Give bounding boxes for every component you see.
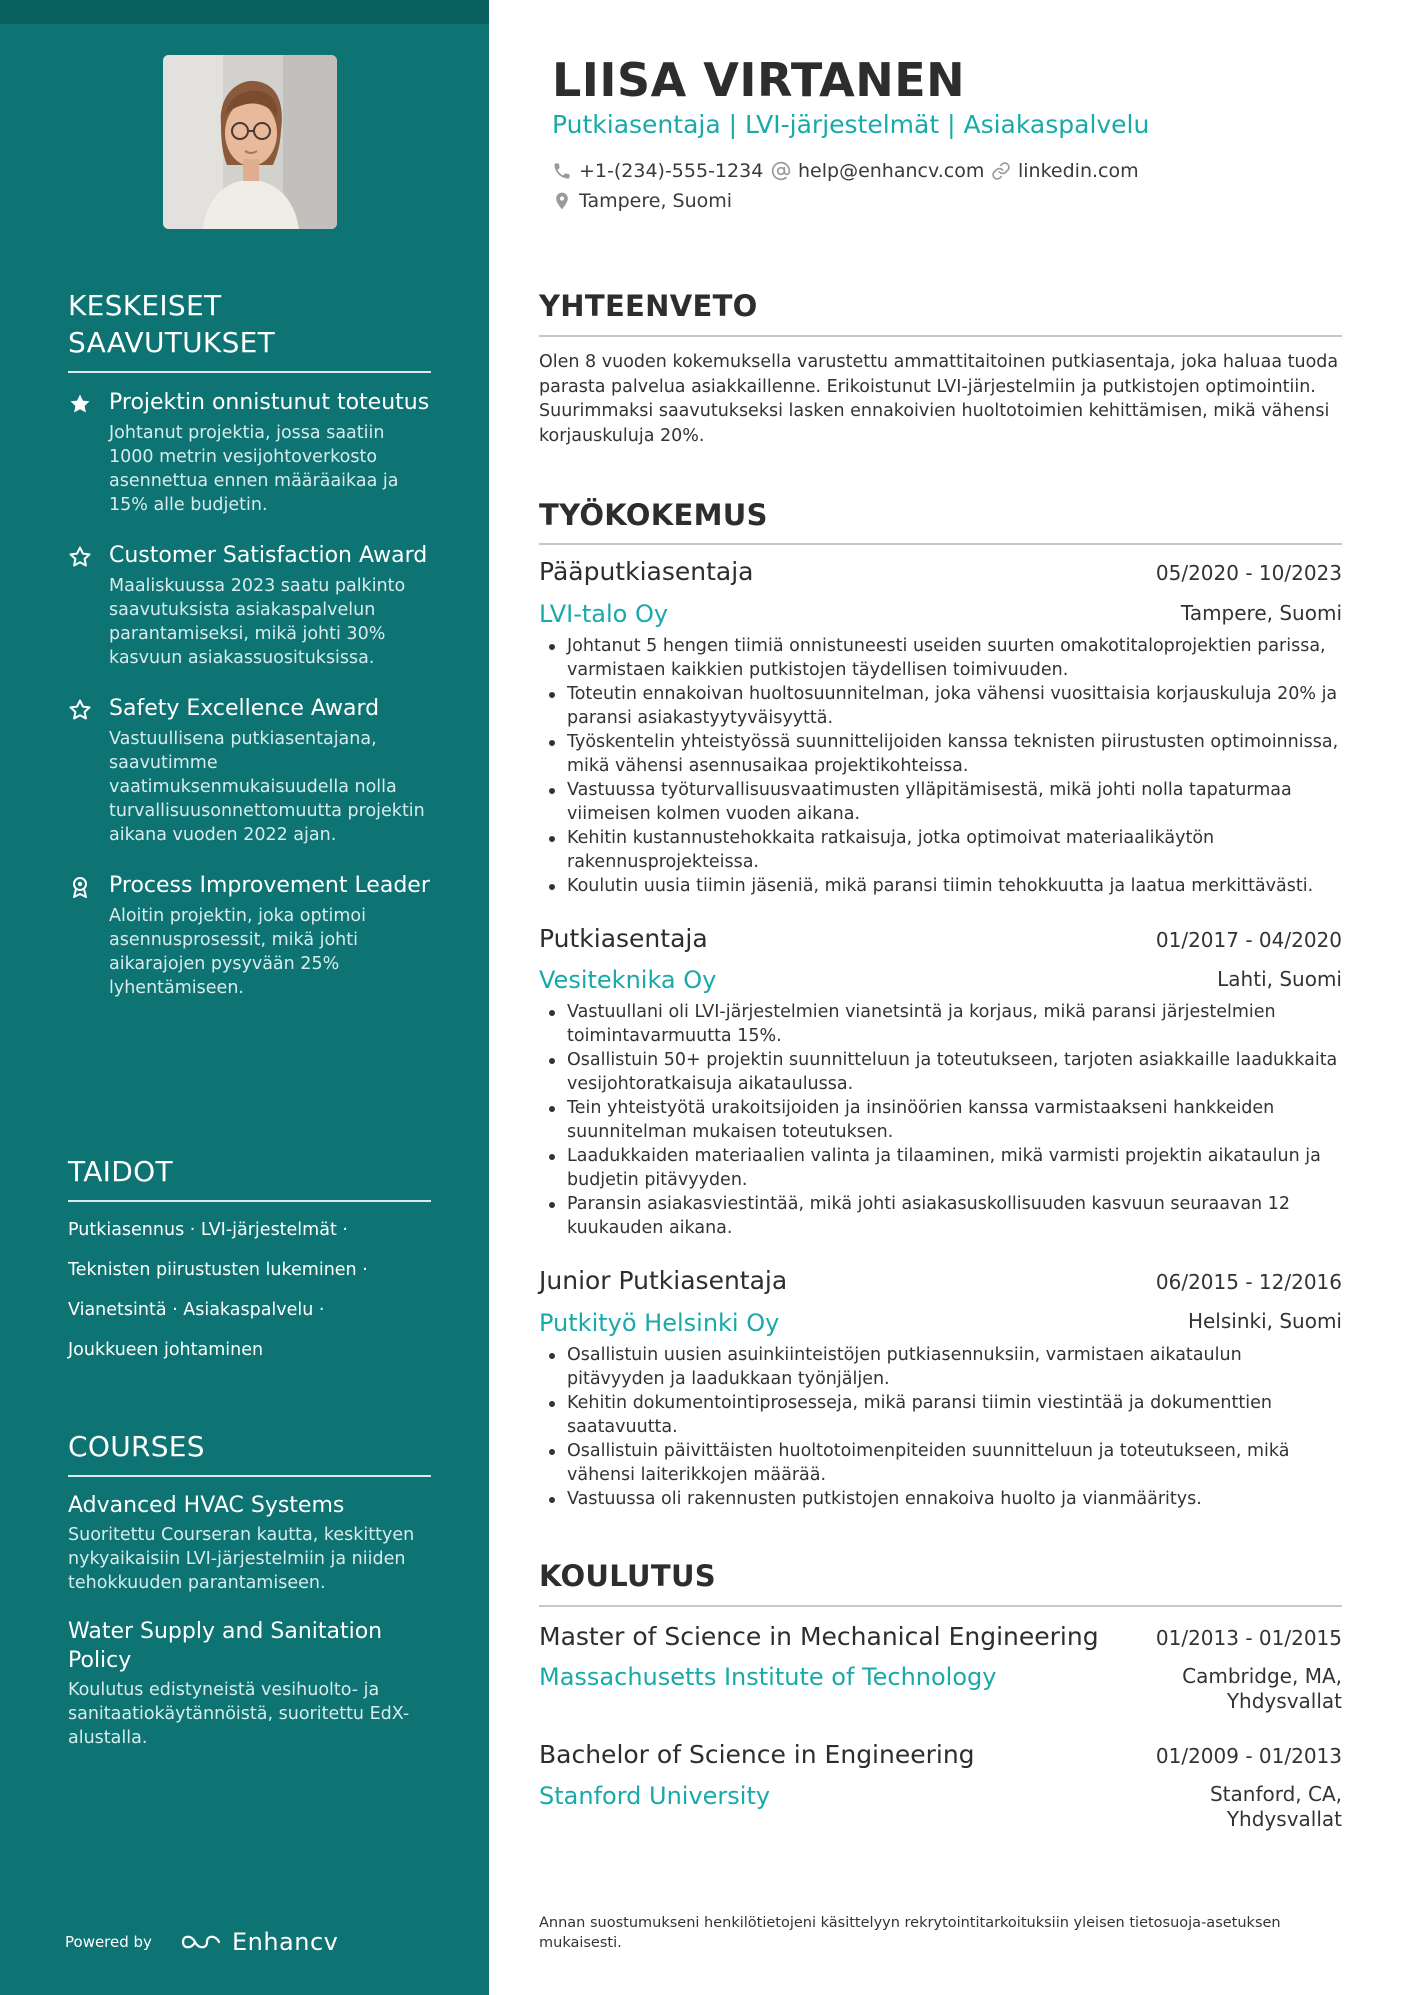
achievements-heading-line1: KESKEISET [68, 289, 222, 322]
job-bullets [539, 634, 1342, 898]
achievements-heading [68, 287, 431, 361]
education-location-line2: Yhdysvallat [1226, 1807, 1342, 1831]
achievement-description: Aloitin projektin, joka optimoi asennusprosessit, mikä johti aikarajojen pysyvään 25% lyhentämiseen. [109, 906, 366, 998]
star-outline-icon [68, 698, 92, 722]
contact-linkedin[interactable] [991, 160, 1139, 182]
profile-photo-illustration [163, 55, 337, 229]
achievement-description: Vastuullisena putkiasentajana, saavutimme vaatimuksenmukaisuudella nolla turvallisuusonnettomuutta projektin aikana vuoden 2022 ajan. [109, 729, 425, 845]
job-location: Lahti, Suomi [1217, 967, 1342, 991]
job-company: LVI-talo Oy [539, 600, 669, 628]
achievement-item [68, 541, 431, 670]
linkedin-url: linkedin.com [1018, 160, 1139, 182]
job-bullet: Kehitin dokumentointiprosesseja, mikä paransi tiimin viestintää ja dokumenttien saatavuutta. [539, 1391, 1342, 1439]
enhancv-brand-name: Enhancv [231, 1928, 339, 1956]
achievement-title: Projektin onnistunut toteutus [109, 390, 430, 415]
skills-section [68, 1153, 431, 1362]
email-address: help@enhancv.com [798, 160, 985, 182]
job-bullet: Osallistuin uusien asuinkiinteistöjen putkiasennuksiin, varmistaen aikataulun pitävyyden ja laadukkaan työnjäljen. [539, 1343, 1342, 1391]
job-bullet: Vastuullani oli LVI-järjestelmien vianetsintä ja korjaus, mikä paransi järjestelmien toimintavarmuutta 15%. [539, 1000, 1342, 1048]
contact-email[interactable] [771, 160, 984, 182]
job-bullet: Laadukkaiden materiaalien valinta ja tilaaminen, mikä varmisti projektin aikataulun ja budjetin pitävyyden. [539, 1144, 1342, 1192]
achievement-title: Customer Satisfaction Award [109, 543, 428, 568]
education-divider [539, 1605, 1342, 1607]
course-title: Water Supply and Sanitation Policy [68, 1619, 383, 1673]
education-degree: Bachelor of Science in Engineering [539, 1740, 975, 1769]
course-description: Suoritettu Courseran kautta, keskittyen nykyaikaisiin LVI-järjestelmiin ja niiden tehokkuuden parantamiseen. [68, 1525, 415, 1593]
contact-phone[interactable] [552, 160, 763, 182]
skills-heading: TAIDOT [68, 1155, 173, 1188]
job-dates: 05/2020 - 10/2023 [1155, 561, 1342, 585]
education-school: Stanford University [539, 1782, 771, 1810]
course-title: Advanced HVAC Systems [68, 1493, 345, 1518]
skills-line: Joukkueen johtaminen [68, 1340, 264, 1360]
job-title: Pääputkiasentaja [539, 557, 754, 586]
job-company: Vesiteknika Oy [539, 966, 717, 994]
job-location: Tampere, Suomi [1180, 601, 1342, 625]
job-bullet: Työskentelin yhteistyössä suunnittelijoiden kanssa teknisten piirustusten optimoinnissa, mikä vähensi asennusaikaa projektikohteissa. [539, 730, 1342, 778]
link-icon [991, 161, 1011, 181]
job-bullet: Osallistuin 50+ projektin suunnitteluun ja toteutukseen, tarjoten asiakkaille laadukkaita vesijohtoratkaisuja aikataulussa. [539, 1048, 1342, 1096]
education-location-line1: Stanford, CA, [1209, 1782, 1342, 1806]
gdpr-consent-note: Annan suostumukseni henkilötietojeni käsittelyyn rekrytointitarkoituksiin yleisen tietosuoja-asetuksen mukaisesti. [539, 1915, 1281, 1951]
job-location: Helsinki, Suomi [1187, 1309, 1342, 1333]
education-school: Massachusetts Institute of Technology [539, 1663, 997, 1691]
education-location-line2: Yhdysvallat [1226, 1689, 1342, 1713]
education-location [1210, 1782, 1342, 1832]
job-bullet: Kehitin kustannustehokkaita ratkaisuja, jotka optimoivat materiaalikäytön rakennusprojekteissa. [539, 826, 1342, 874]
star-filled-icon [68, 392, 92, 416]
job-company: Putkityö Helsinki Oy [539, 1309, 780, 1337]
skills-divider [68, 1200, 431, 1202]
course-item [68, 1491, 431, 1595]
job-bullet: Toteutin ennakoivan huoltosuunnitelman, joka vähensi vuosittaisia korjauskuluja 20% ja paransi asiakastyytyväisyyttä. [539, 682, 1342, 730]
skills-line: Putkiasennus · LVI-järjestelmät · [68, 1220, 348, 1240]
summary-text: Olen 8 vuoden kokemuksella varustettu ammattitaitoinen putkiasentaja, joka haluaa tuoda parasta palvelua asiakkaillenne. Erikoistunut LVI-järjestelmiin ja putkistojen optimointiin. Suurimmaksi saavutukseksi lasken ennakoivien huoltotoimien kehittämisen, mikä vähensi korjauskuluja 20%. [539, 352, 1339, 446]
experience-heading: TYÖKOKEMUS [539, 498, 768, 532]
courses-heading: COURSES [68, 1430, 205, 1463]
candidate-name: LIISA VIRTANEN [552, 53, 966, 107]
achievements-section [68, 287, 431, 1000]
job-bullet: Paransin asiakasviestintää, mikä johti asiakasuskollisuuden kasvuun seuraavan 12 kuukauden aikana. [539, 1192, 1342, 1240]
location-text: Tampere, Suomi [579, 190, 733, 212]
candidate-title: Putkiasentaja | LVI-järjestelmät | Asiakaspalvelu [552, 110, 1150, 139]
experience-divider [539, 543, 1342, 545]
job-bullet: Osallistuin päivittäisten huoltotoimenpiteiden suunnitteluun ja toteutukseen, mikä vähensi laiterikkojen määrää. [539, 1439, 1342, 1487]
job-bullet: Tein yhteistyötä urakoitsijoiden ja insinöörien kanssa varmistaakseni hankkeiden suunnitelman mukaisen toteutuksen. [539, 1096, 1342, 1144]
job-title: Junior Putkiasentaja [539, 1266, 788, 1295]
job-bullets [539, 1000, 1342, 1240]
achievement-title: Safety Excellence Award [109, 696, 380, 721]
job-bullet: Johtanut 5 hengen tiimiä onnistuneesti useiden suurten omakotitaloprojektien parissa, varmistaen kaikkien putkistojen täydellisen toimivuuden. [539, 634, 1342, 682]
powered-by-label: Powered by [65, 1933, 152, 1951]
achievement-description: Johtanut projektia, jossa saatiin 1000 metrin vesijohtoverkosto asennettua ennen määräaikaa ja 15% alle budjetin. [109, 423, 399, 515]
job-dates: 06/2015 - 12/2016 [1155, 1270, 1342, 1294]
job-dates: 01/2017 - 04/2020 [1155, 928, 1342, 952]
education-dates: 01/2013 - 01/2015 [1155, 1626, 1342, 1650]
achievements-heading-line2: SAAVUTUKSET [68, 326, 276, 359]
enhancv-logo-icon [180, 1930, 222, 1954]
achievement-item [68, 871, 431, 1000]
education-heading: KOULUTUS [539, 1559, 716, 1593]
job-bullet: Vastuussa oli rakennusten putkistojen ennakoiva huolto ja vianmääritys. [539, 1487, 1342, 1511]
contact-location [552, 190, 732, 212]
phone-number: +1-(234)-555-1234 [579, 160, 764, 182]
location-pin-icon [552, 191, 572, 211]
education-dates: 01/2009 - 01/2013 [1155, 1744, 1342, 1768]
sidebar [0, 0, 489, 1995]
achievement-item [68, 388, 431, 517]
achievements-divider [68, 371, 431, 373]
award-ribbon-icon [68, 875, 92, 899]
star-outline-icon [68, 545, 92, 569]
sidebar-top-band [0, 0, 489, 24]
summary-heading: YHTEENVETO [539, 289, 758, 323]
education-location-line1: Cambridge, MA, [1182, 1664, 1342, 1688]
summary-divider [539, 335, 1342, 337]
education-degree: Master of Science in Mechanical Engineering [539, 1622, 1099, 1651]
phone-icon [552, 161, 572, 181]
courses-section [68, 1428, 431, 1750]
at-sign-icon [771, 161, 791, 181]
education-location [1182, 1664, 1342, 1714]
job-bullet: Koulutin uusia tiimin jäseniä, mikä paransi tiimin tehokkuutta ja laatua merkittävästi. [539, 874, 1342, 898]
job-title: Putkiasentaja [539, 924, 708, 953]
course-description: Koulutus edistyneistä vesihuolto- ja sanitaatiokäytännöistä, suoritettu EdX-alustalla. [68, 1680, 410, 1748]
job-bullets [539, 1343, 1342, 1511]
skills-line: Teknisten piirustusten lukeminen · [68, 1260, 368, 1280]
achievement-item [68, 694, 431, 847]
profile-photo [163, 55, 337, 229]
achievement-title: Process Improvement Leader [109, 873, 430, 898]
job-bullet: Vastuussa työturvallisuusvaatimusten ylläpitämisestä, mikä johti nolla tapaturmaa viimeisen kolmen vuoden aikana. [539, 778, 1342, 826]
course-item [68, 1617, 431, 1750]
achievement-description: Maaliskuussa 2023 saatu palkinto saavutuksista asiakaspalvelun parantamiseksi, mikä johti 30% kasvuun asiakassuosituksissa. [109, 576, 406, 668]
powered-by-footer[interactable] [65, 1928, 338, 1956]
courses-divider [68, 1475, 431, 1477]
skills-line: Vianetsintä · Asiakaspalvelu · [68, 1300, 325, 1320]
